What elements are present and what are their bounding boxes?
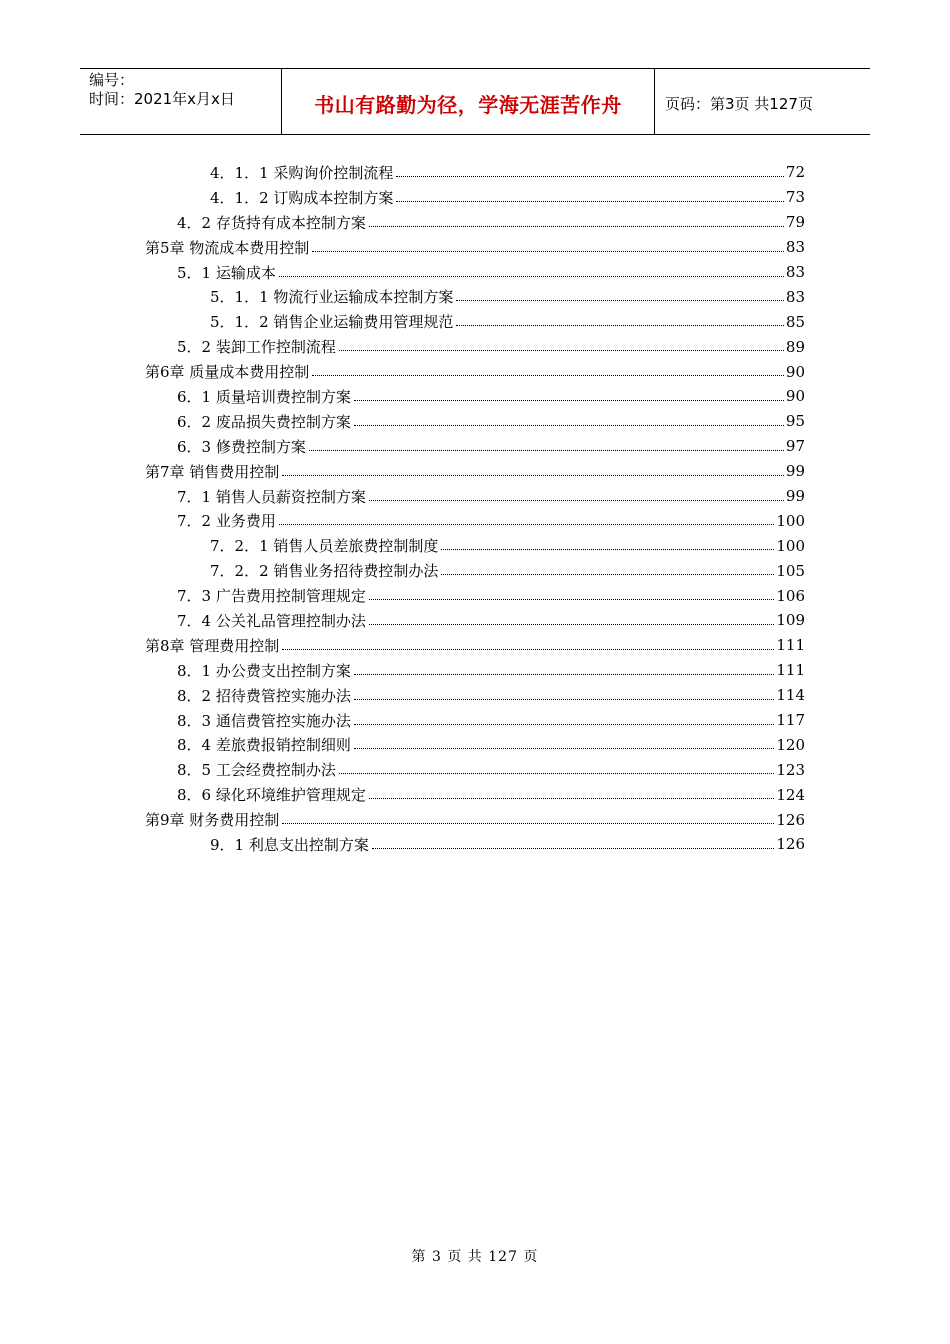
toc-entry[interactable] [0,384,950,409]
toc-entry[interactable] [0,359,950,384]
toc-entry[interactable] [0,757,950,782]
toc-entry[interactable] [0,334,950,359]
toc-entry-label: 5．1．1 物流行业运输成本控制方案 [210,288,454,307]
toc-leader-dots [279,275,784,277]
toc-leader-dots [309,449,784,451]
toc-entry-label: 7．4 公关礼品管理控制办法 [177,611,366,630]
toc-entry-label: 8．1 办公费支出控制方案 [177,661,351,680]
toc-entry-label: 第7章 销售费用控制 [145,462,280,481]
toc-entry-page: 100 [776,511,805,530]
toc-entry-label: 4．1．2 订购成本控制方案 [210,188,394,207]
toc-entry-page: 120 [776,735,805,754]
toc-entry-page: 79 [785,213,805,232]
time-label: 时间：2021年x月x日 [89,90,235,108]
toc-entry[interactable] [0,409,950,434]
toc-leader-dots [354,424,784,426]
toc-entry-page: 99 [785,487,805,506]
code-label: 编号： [89,71,135,89]
table-of-contents [0,160,950,857]
toc-entry-label: 第9章 财务费用控制 [145,811,280,830]
toc-entry-label: 6．2 废品损失费控制方案 [177,412,351,431]
toc-entry-page: 109 [776,611,805,630]
toc-entry-label: 8．5 工会经费控制办法 [177,761,336,780]
toc-leader-dots [369,623,775,625]
toc-entry-page: 123 [776,760,805,779]
toc-leader-dots [396,200,784,202]
toc-entry[interactable] [0,309,950,334]
toc-leader-dots [282,822,774,824]
toc-entry-label: 4．1．1 采购询价控制流程 [210,163,394,182]
toc-entry-page: 126 [776,810,805,829]
toc-entry-label: 5．2 装卸工作控制流程 [177,338,336,357]
toc-entry[interactable] [0,210,950,235]
toc-entry-page: 111 [776,636,805,655]
toc-leader-dots [354,673,775,675]
toc-entry-page: 100 [776,536,805,555]
toc-entry-label: 8．3 通信费管控实施办法 [177,711,351,730]
toc-entry-page: 83 [785,238,805,257]
toc-entry-page: 85 [785,312,805,331]
toc-leader-dots [456,299,784,301]
toc-entry[interactable] [0,284,950,309]
toc-entry[interactable] [0,533,950,558]
page-footer: 第 3 页 共 127 页 [411,1249,539,1265]
toc-entry-label: 4．2 存货持有成本控制方案 [177,213,366,232]
toc-entry-page: 99 [785,462,805,481]
toc-entry-label: 8．6 绿化环境维护管理规定 [177,786,366,805]
toc-entry-page: 111 [776,661,805,680]
toc-entry[interactable] [0,235,950,260]
toc-entry[interactable] [0,185,950,210]
toc-leader-dots [354,698,775,700]
toc-entry[interactable] [0,708,950,733]
toc-entry-page: 90 [785,362,805,381]
toc-entry-label: 第5章 物流成本费用控制 [145,238,310,257]
toc-entry-page: 73 [785,188,805,207]
toc-entry[interactable] [0,160,950,185]
toc-entry-page: 124 [776,785,805,804]
toc-entry-page: 126 [776,835,805,854]
toc-entry-label: 8．4 差旅费报销控制细则 [177,736,351,755]
toc-entry-page: 95 [785,412,805,431]
toc-entry-label: 7．2．2 销售业务招待费控制办法 [210,562,439,581]
toc-entry-label: 7．2．1 销售人员差旅费控制制度 [210,537,439,556]
toc-leader-dots [354,399,784,401]
toc-entry-label: 第6章 质量成本费用控制 [145,363,310,382]
header-motto: 书山有路勤为径，学海无涯苦作舟 [282,69,655,134]
toc-entry[interactable] [0,434,950,459]
toc-leader-dots [441,573,774,575]
header-meta [80,69,282,134]
toc-entry-page: 105 [776,561,805,580]
toc-leader-dots [441,548,774,550]
toc-entry-page: 83 [785,287,805,306]
toc-entry-label: 7．1 销售人员薪资控制方案 [177,487,366,506]
toc-leader-dots [369,598,775,600]
toc-leader-dots [369,797,775,799]
toc-entry[interactable] [0,633,950,658]
toc-leader-dots [282,648,774,650]
toc-entry-label: 7．2 业务费用 [177,512,276,531]
toc-leader-dots [312,374,784,376]
toc-entry-page: 89 [785,337,805,356]
toc-entry-page: 97 [785,437,805,456]
toc-entry-page: 117 [776,711,805,730]
toc-entry-label: 5．1 运输成本 [177,263,276,282]
toc-leader-dots [369,225,784,227]
toc-entry-page: 114 [776,686,805,705]
toc-entry-page: 106 [776,586,805,605]
toc-leader-dots [369,499,784,501]
page-header [80,68,870,135]
toc-leader-dots [339,772,775,774]
toc-leader-dots [312,250,784,252]
toc-entry-label: 6．1 质量培训费控制方案 [177,387,351,406]
toc-entry[interactable] [0,658,950,683]
toc-entry-page: 83 [785,263,805,281]
toc-entry-label: 9．1 利息支出控制方案 [210,835,369,854]
toc-leader-dots [456,324,784,326]
toc-entry[interactable] [0,782,950,807]
toc-leader-dots [354,723,775,725]
toc-entry-label: 8．2 招待费管控实施办法 [177,686,351,705]
toc-entry[interactable] [0,732,950,757]
toc-entry-label: 第8章 管理费用控制 [145,636,280,655]
header-page-info: 页码：第3页 共127页 [665,94,813,113]
toc-entry[interactable] [0,608,950,633]
toc-leader-dots [372,847,775,849]
toc-entry[interactable] [0,832,950,857]
toc-entry[interactable] [0,508,950,533]
toc-leader-dots [396,175,784,177]
toc-leader-dots [279,523,775,525]
toc-entry-label: 6．3 修费控制方案 [177,437,306,456]
toc-entry[interactable] [0,459,950,484]
toc-entry-label: 5．1．2 销售企业运输费用管理规范 [210,313,454,332]
toc-entry-page: 72 [785,163,805,182]
toc-entry[interactable] [0,260,950,285]
toc-entry[interactable] [0,807,950,832]
toc-entry[interactable] [0,558,950,583]
toc-leader-dots [339,349,784,351]
toc-entry[interactable] [0,484,950,509]
toc-entry-label: 7．3 广告费用控制管理规定 [177,587,366,606]
toc-entry-page: 90 [785,387,805,406]
toc-entry[interactable] [0,583,950,608]
toc-entry[interactable] [0,683,950,708]
toc-leader-dots [282,474,784,476]
toc-leader-dots [354,747,775,749]
